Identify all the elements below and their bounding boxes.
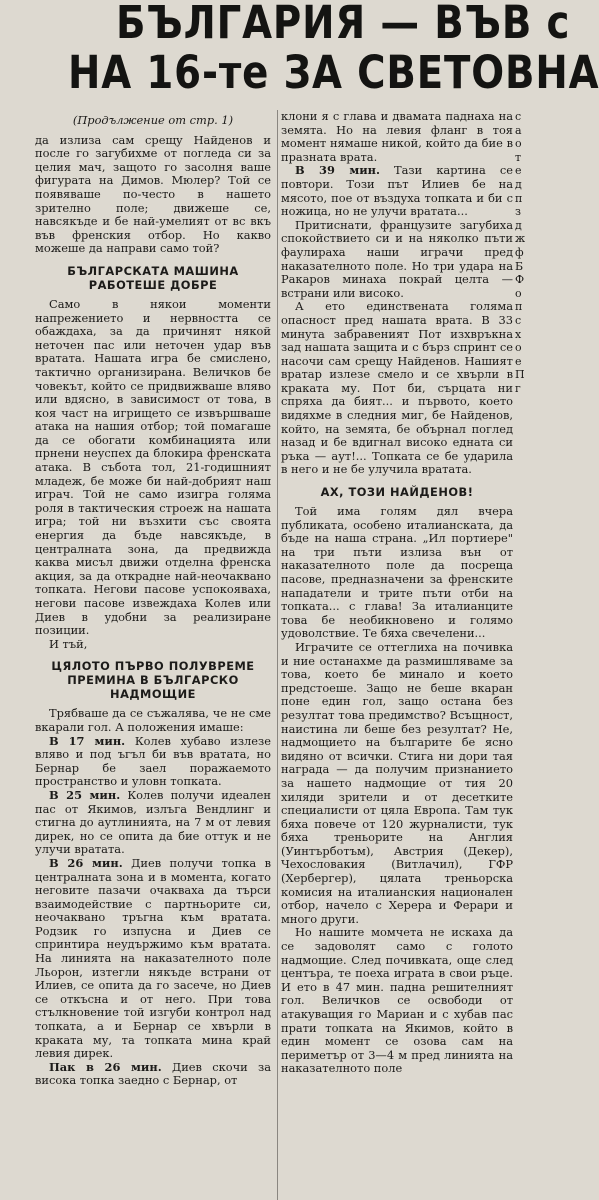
fragment: з	[515, 205, 521, 219]
minute-label: В 17 мин.	[49, 733, 126, 748]
fragment: а	[515, 123, 522, 137]
paragraph	[35, 735, 271, 789]
fragment: П	[515, 368, 525, 382]
paragraph: клони я с глава и двамата паднаха на земята. Но на левия фланг в тоя момент нямаше никой, който да бие в празната врата.	[281, 109, 513, 164]
fragment: е	[515, 164, 522, 178]
subheading: АХ, ТОЗИ НАЙДЕНОВ!	[320, 485, 474, 500]
fragment: т	[515, 150, 522, 164]
column-divider	[277, 110, 278, 1200]
fragment: п	[515, 191, 523, 205]
article-column-2	[281, 110, 513, 1076]
paragraph: Но нашите момчета не искаха да се задоволят само с голото надмощие. След почивката, още след центъра, те поеха играта в свои ръце. И ето в 47 мин. падна решителният гол. Величков се освободи от атакуващия го Мариан и с хубав пас прати топката на Якимов, който в един момент се озова сам на периметър от 3—4 м пред линията на наказателното поле	[281, 925, 513, 1076]
fragment: с	[515, 313, 522, 327]
fragment: о	[515, 286, 522, 300]
fragment: п	[515, 300, 523, 314]
paragraph: Играчите се оттеглиха на почивка и ние останахме да размишляваме за това, което бе минало и което предстоеше. Защо не беше вкаран поне един гол, защо остана без резултат това предимство? Всъщност, наистина ли беше без резултат? Не, надмощието на българите бе ясно видяно от всички. Стига ни дори тая награда — да получим признанието за нашето надмощие от тия 20 хиляди зрители и от десетките специалисти от цяла Европа. Там тук бяха повече от 120 журналисти, тук бяха треньорите на Англия (Уинтърботъм), Австрия (Декер), Чехословакия (Витлачил), ГФР (Хербергер), цялата треньорска комисия на италианския национален отбор, начело с Херера и Ферари и много други.	[281, 639, 513, 926]
headline	[0, 0, 599, 108]
paragraph: А ето единствената голяма опасност пред нашата врата. В 33 минута забравеният Пот изхвръкна зад нашата защита и с бърз спринт се насочи сам срещу Найденов. Нашият вратар излезе смело и се хвърли в краката му. Пот би, сърцата ни спряха да бият... и първото, което видяхме в следния миг, бе Найденов, който, на земята, бе обърнал поглед назад и бе вдигнал високо едната си ръка — аут!... Топката се бе ударила в него и не бе улучила вратата.	[281, 299, 513, 477]
fragment: ж	[515, 232, 526, 246]
fragment: о	[515, 137, 522, 151]
paragraph-text: Тази картина се повтори. Този път Илиев бе на мясото, пое от въздуха топката и би с ножица, но не улучи вратата...	[281, 163, 513, 219]
paragraph	[35, 789, 271, 857]
paragraph: Трябваше да се съжалява, че не сме вкарали гол. А положения имаше:	[35, 706, 271, 734]
fragment: ф	[515, 245, 524, 259]
fragment: Ф	[515, 273, 525, 287]
paragraph: Само в някои моменти напрежението и нервността се обаждаха, за да причинят някой неточен пас или неточен удар във вратата. Нашата игра бе смислено, тактично организирана. Величков бе човекът, който се придвижваше вляво или вдясно, в зависимост от това, в коя част на игрището се извършваше атака на нашия отбор; той помагаше да се обогати комбинацията или прнени неуспех да блокира френската атака. В събота тол, 21-годишният младеж, бе може би най-добрият наш играч. Той не само изигра голяма роля в тактическия строеж на нашата игра; той ни възхити със своята енергия да бъде навсякъде, в централната зона, да предвижда каква мисъл движи отделна френска акция, за да открадне най-неочаквано топката. Негови пасове успокояваха, негови пасове извеждаха Колев или Диев в удобни за реализиране позиции.	[35, 296, 271, 638]
paragraph: И тъй,	[49, 636, 88, 651]
minute-label: В 25 мин.	[49, 787, 121, 802]
paragraph: Той има голям дял вчера публиката, особено италианската, да бъде на наша страна. „Ил портиере" на три пъти излиза вън от наказателното поле да посреща пасове, предназначени за френските нападатели и трите пъти отби на топката... с глава! За италианците това бе необикновено и голямо удоволствие. Те бяха свечелени...	[281, 504, 513, 641]
minute-label: В 39 мин.	[295, 163, 380, 178]
article-column-1	[35, 114, 271, 1088]
fragment: д	[515, 218, 522, 232]
headline-line-2: НА 16-те ЗА СВЕТОВНА	[68, 46, 599, 99]
article-column-3-fragment	[515, 110, 535, 395]
paragraph	[281, 164, 513, 218]
fragment: с	[515, 110, 522, 123]
paragraph-text: Диев получи топка в централната зона и в момента, когато неговите пазачи очакваха да търси взаимодействие с партньорите си, неочаквано тръгна към вратата. Родзик го изпусна и Диев се спринтира неудържимо към вратата. На линията на наказателното поле Льорон, изтегли някъде встрани от Илиев, се опита да го засече, но Диев се откъсна и от него. При това стълкновение той изгуби контрол над топката, а и Бернар се хвърли в краката му, та топката мина край левия дирек.	[35, 855, 272, 1061]
paragraph: Притиснати, французите загубиха спокойствието си и на няколко пъти фаулираха наши играчи пред наказателното поле. Но три удара на Ракаров минаха покрай целта — встрани или високо.	[281, 217, 513, 300]
minute-label: В 26 мин.	[49, 855, 123, 870]
fragment: е	[515, 354, 522, 368]
headline-line-1: БЪЛГАРИЯ — ВЪВ с	[116, 0, 571, 49]
minute-label: Пак в 26 мин.	[49, 1059, 162, 1074]
paragraph: да излиза сам срещу Найденов и после го загубихме от погледа си за целия мач, защото го засолня ваше фигурата на Димов. Мюлер? Той се появяваше по-често в нашето зрително поле; движеше се, навсякъде и бе най-умелият от вс вкъ във френския отбор. Но какво можеше да направи само той?	[35, 132, 271, 256]
subheading: БЪЛГАРСКАТА МАШИНА РАБОТЕШЕ ДОБРЕ	[67, 263, 239, 292]
continuation-note: (Продължение от стр. 1)	[72, 113, 234, 127]
paragraph-text: Диев скочи за висока топка заедно с Бернар, от	[35, 1059, 271, 1088]
paragraph	[35, 1061, 271, 1088]
subheading: ЦЯЛОТО ПЪРВО ПОЛУВРЕМЕ ПРЕМИНА В БЪЛГАРСКО НАДМОЩИЕ	[51, 659, 255, 702]
paragraph-text: Колев хубаво излезе вляво и под ъгъл би във вратата, но Бернар бе заел поражаемото пространство и уловн топката.	[35, 733, 271, 789]
fragment: Б	[515, 259, 524, 273]
fragment: д	[515, 177, 522, 191]
fragment: х	[515, 327, 522, 341]
fragment: о	[515, 341, 522, 355]
paragraph-text: Колев получи идеален пас от Якимов, излъга Вендлинг и стигна до аутлинията, на 7 м от левия дирек, но се опита да бие оттук и не улучи вратата.	[35, 787, 271, 857]
fragment: г	[515, 381, 521, 395]
paragraph	[35, 857, 271, 1061]
